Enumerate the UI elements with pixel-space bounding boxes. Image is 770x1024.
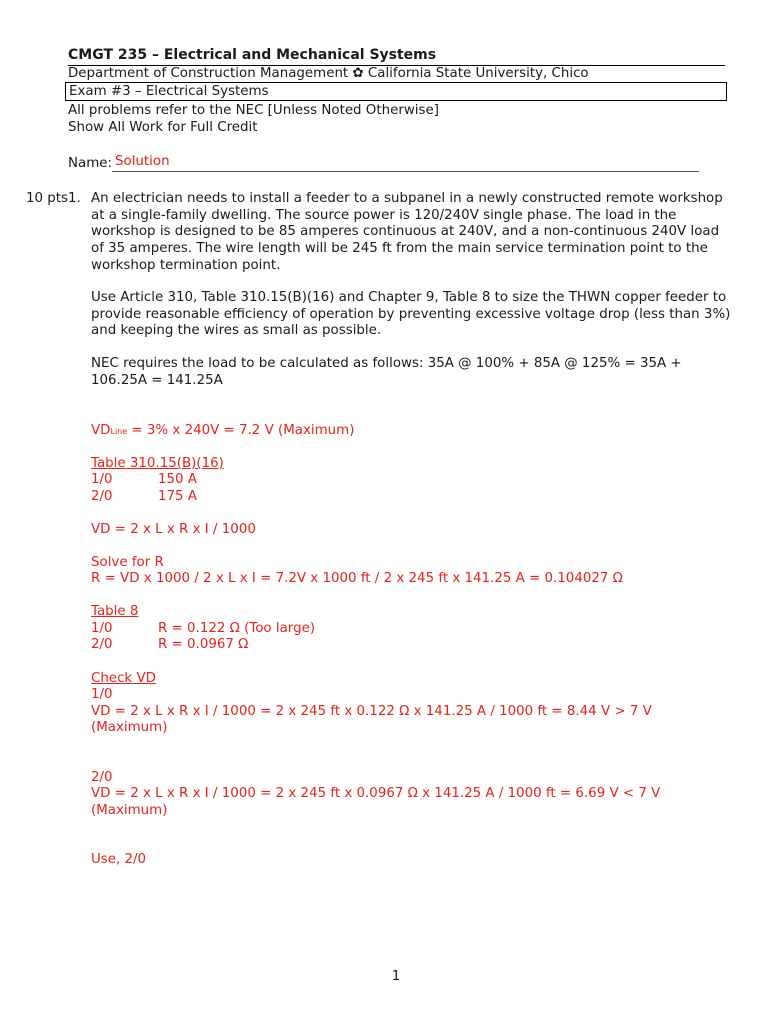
check-heading: Check VD (91, 671, 156, 686)
table2-row-size: 1/0 (91, 621, 113, 636)
check-1-size: 1/0 (91, 687, 113, 702)
vd-rest: = 3% x 240V = 7.2 V (Maximum) (127, 423, 355, 438)
check-2-line: VD = 2 x L x R x I / 1000 = 2 x 245 ft x 0.0967 Ω x 141.25 A / 1000 ft = 6.69 V < 7 V (91, 786, 661, 801)
instruction-nec: All problems refer to the NEC [Unless Noted Otherwise] (68, 103, 439, 118)
vd-subscript: Line (110, 427, 128, 436)
table2-row-value: R = 0.122 Ω (Too large) (158, 621, 316, 636)
points-label: 10 pts (26, 191, 69, 206)
table2-row-size: 2/0 (91, 637, 113, 652)
table1-row-size: 1/0 (91, 472, 113, 487)
question-number: 1. (68, 191, 81, 206)
table1-row-value: 175 A (158, 489, 197, 504)
table1-row-size: 2/0 (91, 489, 113, 504)
table1-row-value: 150 A (158, 472, 197, 487)
name-underline (112, 171, 699, 172)
question-paragraph-1: An electrician needs to install a feeder to a subpanel in a newly constructed remote workshop at a single-family dwelling. The source power is 120/240V single phase. The load in the workshop is designed to be 85 amperes continuous at 240V, and a non-continuous 240V load of 35 amperes. The wire length will be 245 ft from the main service termination point to the workshop termination point. (91, 191, 723, 273)
name-value: Solution (115, 154, 170, 169)
name-label: Name: (68, 156, 113, 171)
exam-box (65, 82, 727, 101)
check-1-line: VD = 2 x L x R x I / 1000 = 2 x 245 ft x 0.122 Ω x 141.25 A / 1000 ft = 8.44 V > 7 V (91, 704, 652, 719)
page-number: 1 (391, 969, 401, 984)
table2-row-value: R = 0.0967 Ω (158, 637, 249, 652)
vd-line (91, 423, 354, 438)
check-2-size: 2/0 (91, 770, 113, 785)
department-line: Department of Construction Management ✿ California State University, Chico (68, 66, 589, 81)
conclusion: Use, 2/0 (91, 852, 147, 867)
instruction-show-work: Show All Work for Full Credit (68, 120, 258, 135)
solve-line: R = VD x 1000 / 2 x L x I = 7.2V x 1000 ft / 2 x 245 ft x 141.25 A = 0.104027 Ω (91, 571, 623, 586)
table1-heading: Table 310.15(B)(16) (91, 456, 224, 471)
check-2-tail: (Maximum) (91, 803, 168, 818)
check-1-tail: (Maximum) (91, 720, 168, 735)
course-title: CMGT 235 – Electrical and Mechanical Systems (68, 47, 437, 63)
vd-formula: VD = 2 x L x R x I / 1000 (91, 522, 256, 537)
question-paragraph-3: NEC requires the load to be calculated as follows: 35A @ 100% + 85A @ 125% = 35A + 106.25A = 141.25A (91, 356, 682, 388)
vd-prefix: VD (91, 423, 111, 438)
exam-line: Exam #3 – Electrical Systems (69, 84, 269, 99)
table2-heading: Table 8 (91, 604, 139, 619)
question-paragraph-2: Use Article 310, Table 310.15(B)(16) and Chapter 9, Table 8 to size the THWN copper feeder to provide reasonable efficiency of operation by preventing excessive voltage drop (less than 3%) and keeping the wires as small as possible. (91, 290, 731, 339)
solve-heading: Solve for R (91, 555, 164, 570)
